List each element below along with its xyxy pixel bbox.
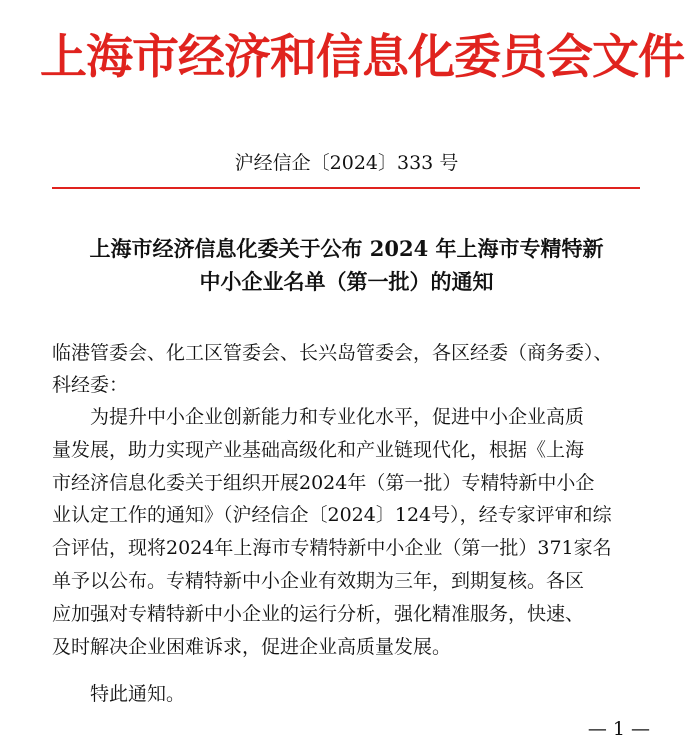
- notice-title-line-2: 中小企业名单（第一批）的通知: [199, 269, 494, 294]
- body-line: 合评估，现将2024年上海市专精特新中小企业（第一批）371家名: [52, 537, 612, 560]
- body-line: 单予以公布。专精特新中小企业有效期为三年，到期复核。各区: [52, 569, 585, 592]
- addressee-line-2: 科经委：: [52, 374, 129, 396]
- addressee-block: [52, 337, 652, 401]
- body-line: 为提升中小企业创新能力和专业化水平，促进中小企业高质: [90, 406, 585, 428]
- addressee-line-1: 临港管委会、化工区管委会、长兴岛管委会，各区经委（商务委）、: [52, 342, 613, 364]
- body-line: 及时解决企业困难诉求，促进企业高质量发展。: [52, 635, 452, 658]
- red-divider-line: [52, 187, 640, 189]
- body-line: 量发展，助力实现产业基础高级化和产业链现代化，根据《上海: [52, 438, 585, 461]
- page-number: — 1 —: [587, 718, 650, 740]
- body-line: 业认定工作的通知》（沪经信企〔2024〕124号），经专家评审和综: [52, 504, 612, 527]
- body-line: 应加强对专精特新中小企业的运行分析，强化精准服务，快速、: [52, 602, 585, 625]
- closing-remark: 特此通知。: [90, 683, 186, 705]
- notice-title-line-1: 上海市经济信息化委关于公布 2024 年上海市专精特新: [89, 236, 604, 261]
- masthead-title: 上海市经济和信息化委员会文件: [40, 30, 684, 85]
- notice-title: [40, 232, 653, 298]
- body-paragraph: [52, 401, 652, 663]
- body-line: 市经济信息化委关于组织开展2024年（第一批）专精特新中小企: [52, 471, 595, 494]
- document-number: 沪经信企〔2024〕333 号: [234, 152, 459, 174]
